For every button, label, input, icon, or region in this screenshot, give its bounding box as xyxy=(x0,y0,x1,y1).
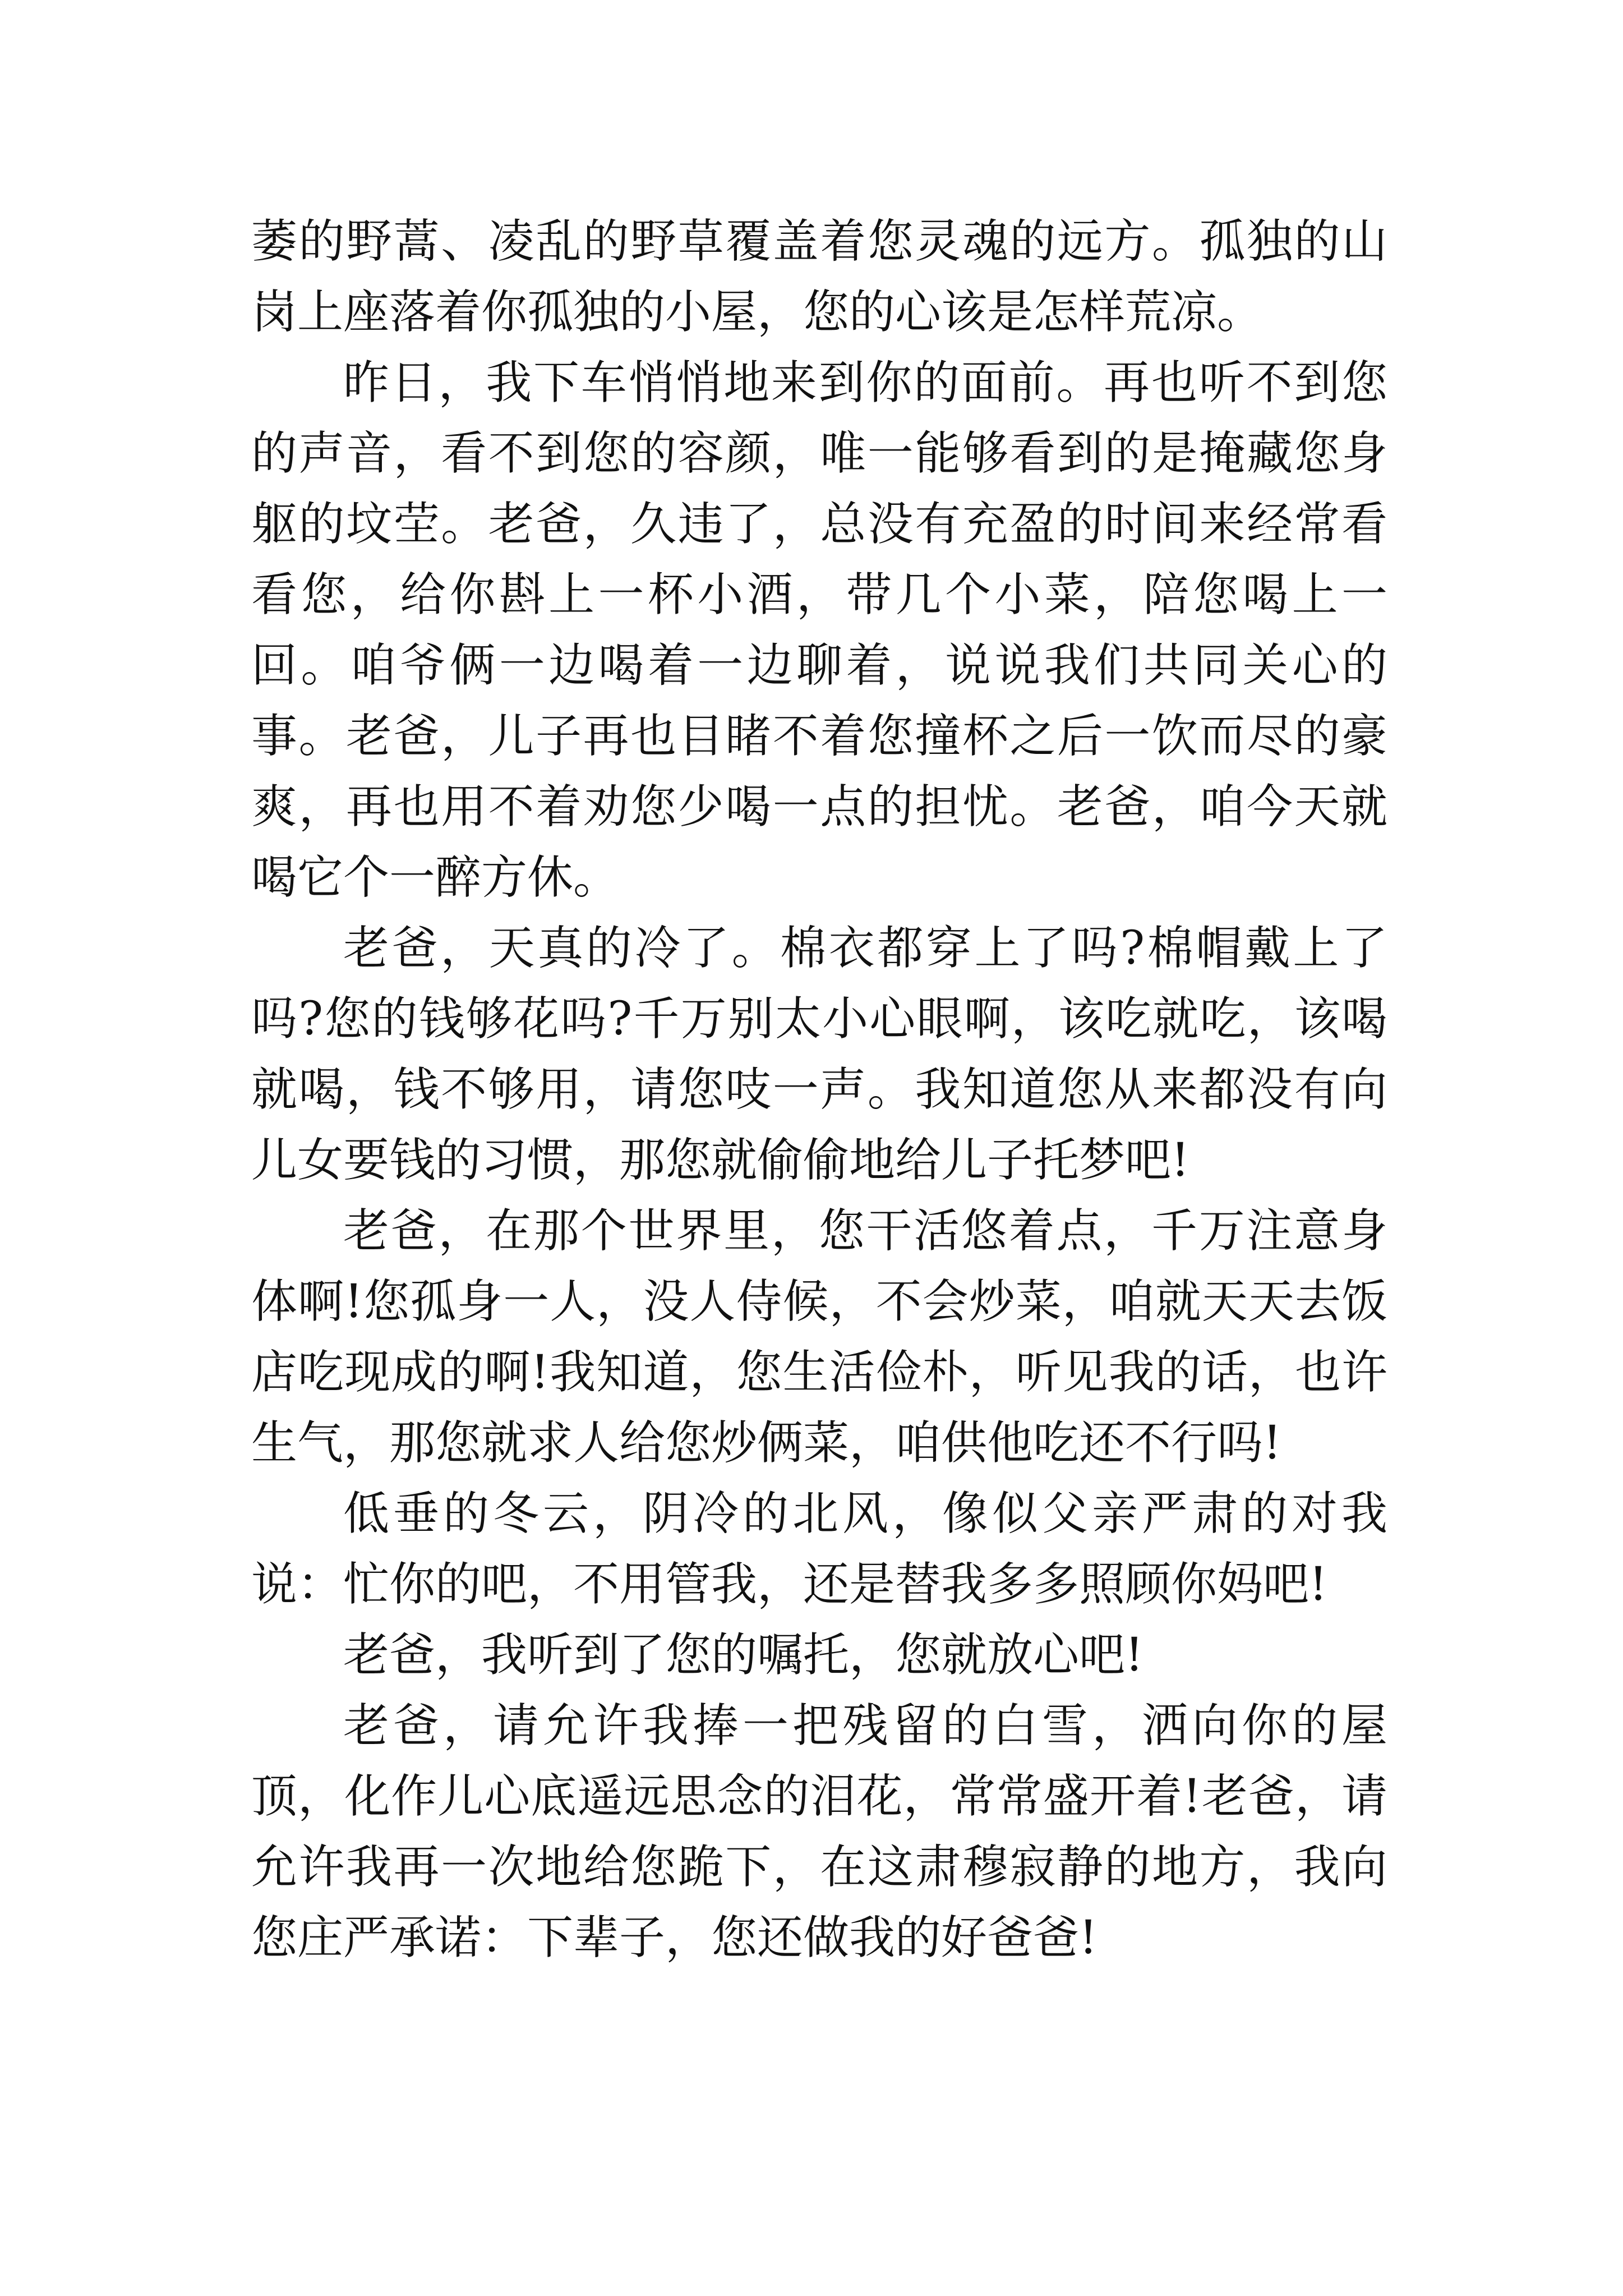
paragraph-3: 老爸，天真的冷了。棉衣都穿上了吗?棉帽戴上了吗?您的钱够花吗?千万别太小心眼啊，该吃就吃，该喝就喝，钱不够用，请您吱一声。我知道您从来都没有向儿女要钱的习惯，那您就偷偷地给儿子托梦吧! xyxy=(251,922,1387,1187)
paragraph-2: 昨日，我下车悄悄地来到你的面前。再也听不到您的声音，看不到您的容颜，唯一能够看到的是掩藏您身躯的坟茔。老爸，久违了，总没有充盈的时间来经常看看您，给你斟上一杯小酒，带几个小菜，陪您喝上一回。咱爷俩一边喝着一边聊着，说说我们共同关心的事。老爸，儿子再也目睹不着您撞杯之后一饮而尽的豪爽，再也用不着劝您少喝一点的担忧。老爸，咱今天就喝它个一醉方休。 xyxy=(251,356,1387,904)
paragraph-4: 老爸，在那个世界里，您干活悠着点，千万注意身体啊!您孤身一人，没人侍候，不会炒菜，咱就天天去饭店吃现成的啊!我知道，您生活俭朴，听见我的话，也许生气，那您就求人给您炒俩菜，咱供他吃还不行吗! xyxy=(251,1204,1387,1470)
paragraph-5: 低垂的冬云，阴冷的北风，像似父亲严肃的对我说：忙你的吧，不用管我，还是替我多多照顾你妈吧! xyxy=(251,1487,1387,1611)
paragraph-1: 萎的野蒿、凌乱的野草覆盖着您灵魂的远方。孤独的山岗上座落着你孤独的小屋，您的心该是怎样荒凉。 xyxy=(251,215,1387,339)
paragraph-6: 老爸，我听到了您的嘱托，您就放心吧! xyxy=(343,1628,1144,1682)
document-body xyxy=(251,206,1387,1973)
paragraph-7: 老爸，请允许我捧一把残留的白雪，洒向你的屋顶，化作儿心底遥远思念的泪花，常常盛开着!老爸，请允许我再一次地给您跪下，在这肃穆寂静的地方，我向您庄严承诺：下辈子，您还做我的好爸爸! xyxy=(251,1699,1387,1964)
